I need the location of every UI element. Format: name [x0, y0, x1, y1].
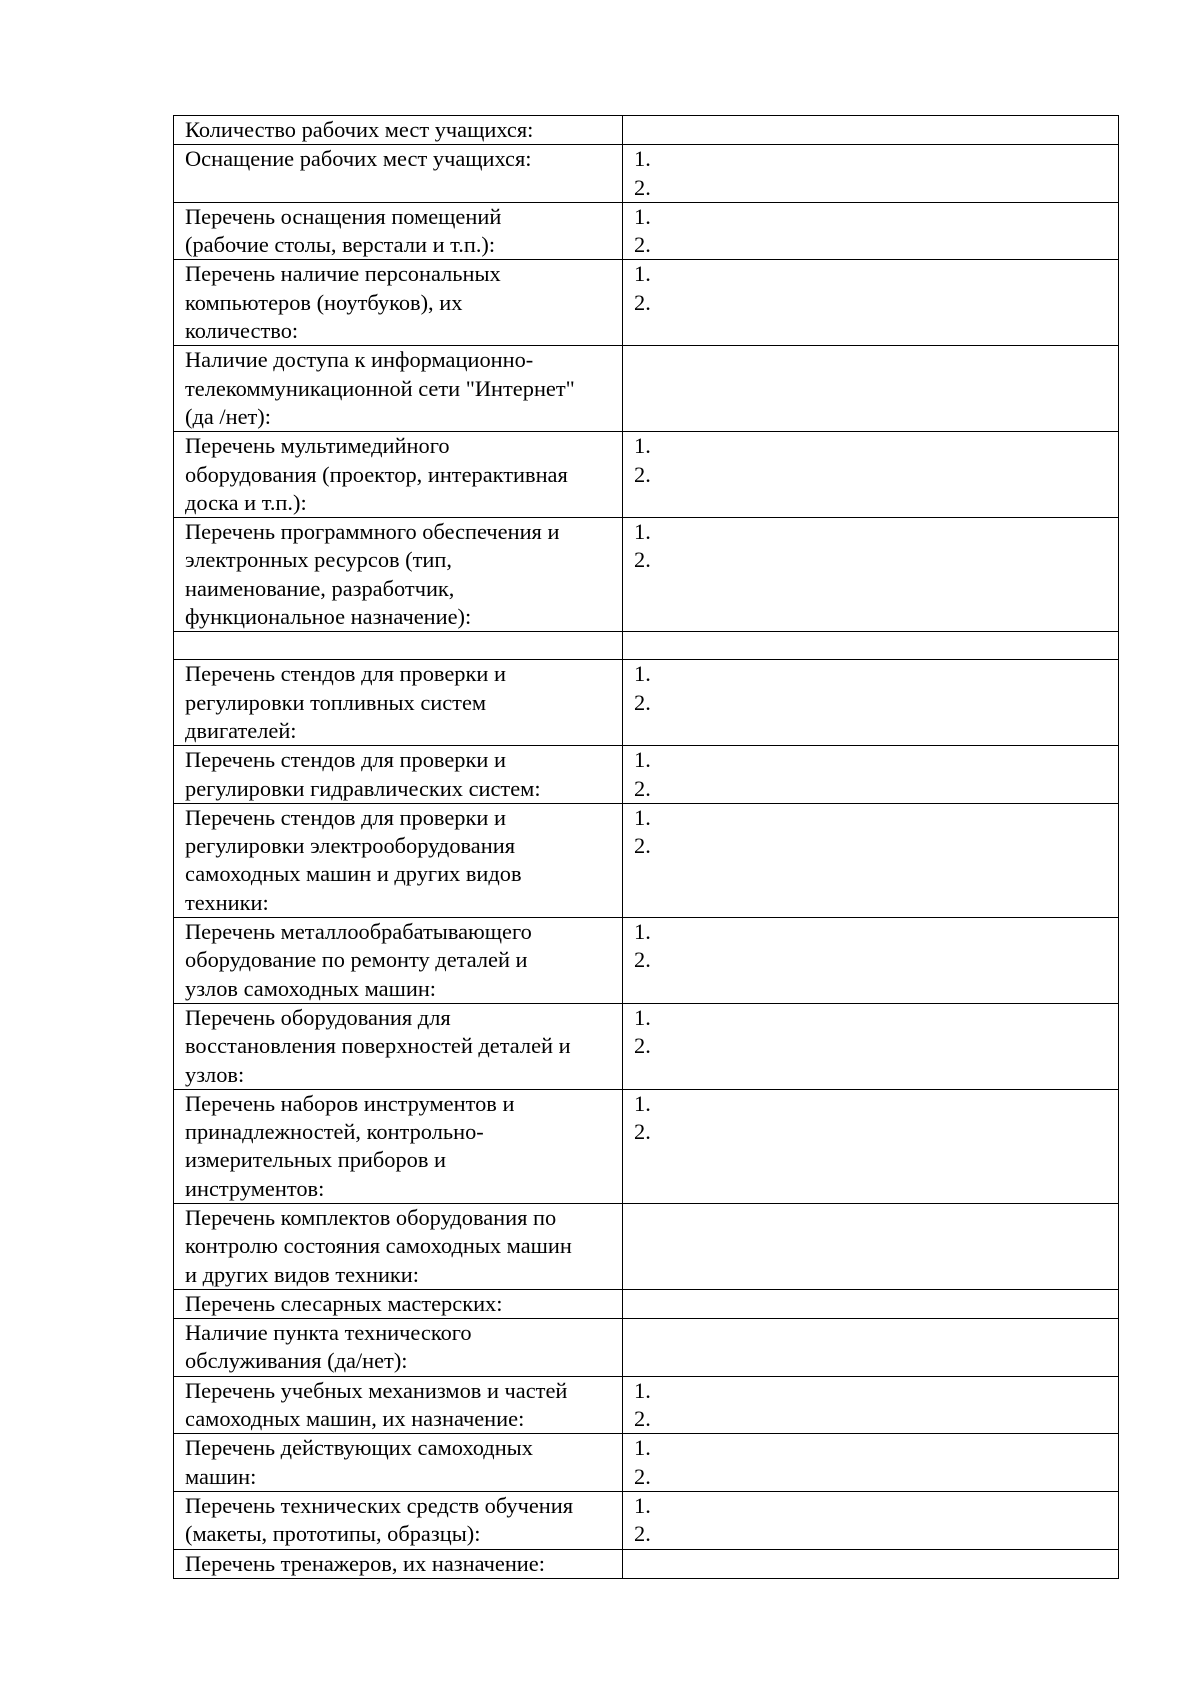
- list-item-number: 1.: [634, 433, 651, 459]
- table-row: [174, 918, 1119, 1004]
- table-row: [174, 1491, 1119, 1549]
- list-item-number: 2.: [634, 1119, 651, 1145]
- row-value-cell[interactable]: [623, 1003, 1119, 1089]
- row-value-cell[interactable]: [623, 1549, 1119, 1578]
- list-item-number: 2.: [634, 947, 651, 973]
- row-label: Наличие доступа к информационно- телекоммуникационной сети "Интернет" (да /нет):: [174, 346, 623, 432]
- list-item-number: 1.: [634, 1435, 651, 1461]
- list-item-number: 1.: [634, 919, 651, 945]
- list-item-number: 2.: [634, 547, 651, 573]
- row-value-cell[interactable]: [623, 1089, 1119, 1203]
- row-label: Перечень оборудования для восстановления поверхностей деталей и узлов:: [174, 1003, 623, 1089]
- table-row: [174, 1549, 1119, 1578]
- table-row: [174, 803, 1119, 917]
- row-label: Перечень слесарных мастерских:: [174, 1289, 623, 1318]
- row-value-cell[interactable]: [623, 202, 1119, 260]
- row-label: Перечень тренажеров, их назначение:: [174, 1549, 623, 1578]
- list-item-number: 1.: [634, 146, 651, 172]
- table-row: [174, 1376, 1119, 1434]
- table-row: [174, 346, 1119, 432]
- list-item-number: 1.: [634, 804, 651, 830]
- row-value-cell[interactable]: [623, 660, 1119, 746]
- row-value-cell[interactable]: [623, 432, 1119, 518]
- row-value-cell[interactable]: [623, 518, 1119, 632]
- row-value-cell[interactable]: [623, 1376, 1119, 1434]
- row-value-cell[interactable]: [623, 260, 1119, 346]
- list-item-number: 1.: [634, 1492, 651, 1518]
- table-row: [174, 1434, 1119, 1492]
- table-row: [174, 1003, 1119, 1089]
- table-row: [174, 660, 1119, 746]
- list-item-number: 2.: [634, 461, 651, 487]
- row-label: Перечень стендов для проверки и регулировки гидравлических систем:: [174, 746, 623, 804]
- row-value-cell[interactable]: [623, 346, 1119, 432]
- row-value-cell[interactable]: [623, 116, 1119, 145]
- table-body: [174, 116, 1119, 1579]
- row-value-cell[interactable]: [623, 1491, 1119, 1549]
- list-item-number: 2.: [634, 833, 651, 859]
- list-item-number: 2.: [634, 174, 651, 200]
- row-label: Оснащение рабочих мест учащихся:: [174, 145, 623, 203]
- row-label: Перечень наличие персональных компьютеров (ноутбуков), их количество:: [174, 260, 623, 346]
- list-item-number: 1.: [634, 261, 651, 287]
- row-value-cell[interactable]: [623, 145, 1119, 203]
- table-row: [174, 632, 1119, 660]
- row-value-cell[interactable]: [623, 1289, 1119, 1318]
- table-row: [174, 116, 1119, 145]
- row-value-cell[interactable]: [623, 1319, 1119, 1377]
- row-value-cell[interactable]: [623, 803, 1119, 917]
- table-row: [174, 1289, 1119, 1318]
- list-item-number: 1.: [634, 747, 651, 773]
- table-row: [174, 145, 1119, 203]
- list-item-number: 1.: [634, 519, 651, 545]
- row-value-cell[interactable]: [623, 1203, 1119, 1289]
- table-row: [174, 1089, 1119, 1203]
- list-item-number: 1.: [634, 661, 651, 687]
- row-label: Перечень технических средств обучения (макеты, прототипы, образцы):: [174, 1491, 623, 1549]
- row-value-cell[interactable]: [623, 918, 1119, 1004]
- row-label: Перечень наборов инструментов и принадлежностей, контрольно- измерительных приборов и инструментов:: [174, 1089, 623, 1203]
- row-label: Количество рабочих мест учащихся:: [174, 116, 623, 145]
- table-row: [174, 260, 1119, 346]
- table-row: [174, 1319, 1119, 1377]
- equipment-form-table: [173, 115, 1119, 1579]
- table-row: [174, 1203, 1119, 1289]
- row-label: Перечень мультимедийного оборудования (проектор, интерактивная доска и т.п.):: [174, 432, 623, 518]
- table-row: [174, 518, 1119, 632]
- list-item-number: 1.: [634, 1377, 651, 1403]
- list-item-number: 2.: [634, 1033, 651, 1059]
- document-page: [173, 115, 1118, 1579]
- row-label: Перечень оснащения помещений (рабочие столы, верстали и т.п.):: [174, 202, 623, 260]
- list-item-number: 2.: [634, 1406, 651, 1432]
- table-row: [174, 202, 1119, 260]
- list-item-number: 1.: [634, 203, 651, 229]
- list-item-number: 2.: [634, 775, 651, 801]
- table-row: [174, 746, 1119, 804]
- row-label: Перечень учебных механизмов и частей самоходных машин, их назначение:: [174, 1376, 623, 1434]
- row-label: Перечень стендов для проверки и регулировки топливных систем двигателей:: [174, 660, 623, 746]
- row-label: Перечень стендов для проверки и регулировки электрооборудования самоходных машин и других видов техники:: [174, 803, 623, 917]
- list-item-number: 2.: [634, 689, 651, 715]
- list-item-number: 2.: [634, 1463, 651, 1489]
- row-label: [174, 632, 623, 660]
- row-label: Перечень металлообрабатывающего оборудование по ремонту деталей и узлов самоходных машин:: [174, 918, 623, 1004]
- row-label: Наличие пункта технического обслуживания (да/нет):: [174, 1319, 623, 1377]
- row-value-cell[interactable]: [623, 632, 1119, 660]
- list-item-number: 2.: [634, 289, 651, 315]
- list-item-number: 1.: [634, 1090, 651, 1116]
- row-value-cell[interactable]: [623, 746, 1119, 804]
- table-row: [174, 432, 1119, 518]
- row-label: Перечень программного обеспечения и электронных ресурсов (тип, наименование, разработчик, функциональное назначение):: [174, 518, 623, 632]
- list-item-number: 1.: [634, 1004, 651, 1030]
- row-label: Перечень комплектов оборудования по контролю состояния самоходных машин и других видов техники:: [174, 1203, 623, 1289]
- row-label: Перечень действующих самоходных машин:: [174, 1434, 623, 1492]
- row-value-cell[interactable]: [623, 1434, 1119, 1492]
- list-item-number: 2.: [634, 1521, 651, 1547]
- list-item-number: 2.: [634, 232, 651, 258]
